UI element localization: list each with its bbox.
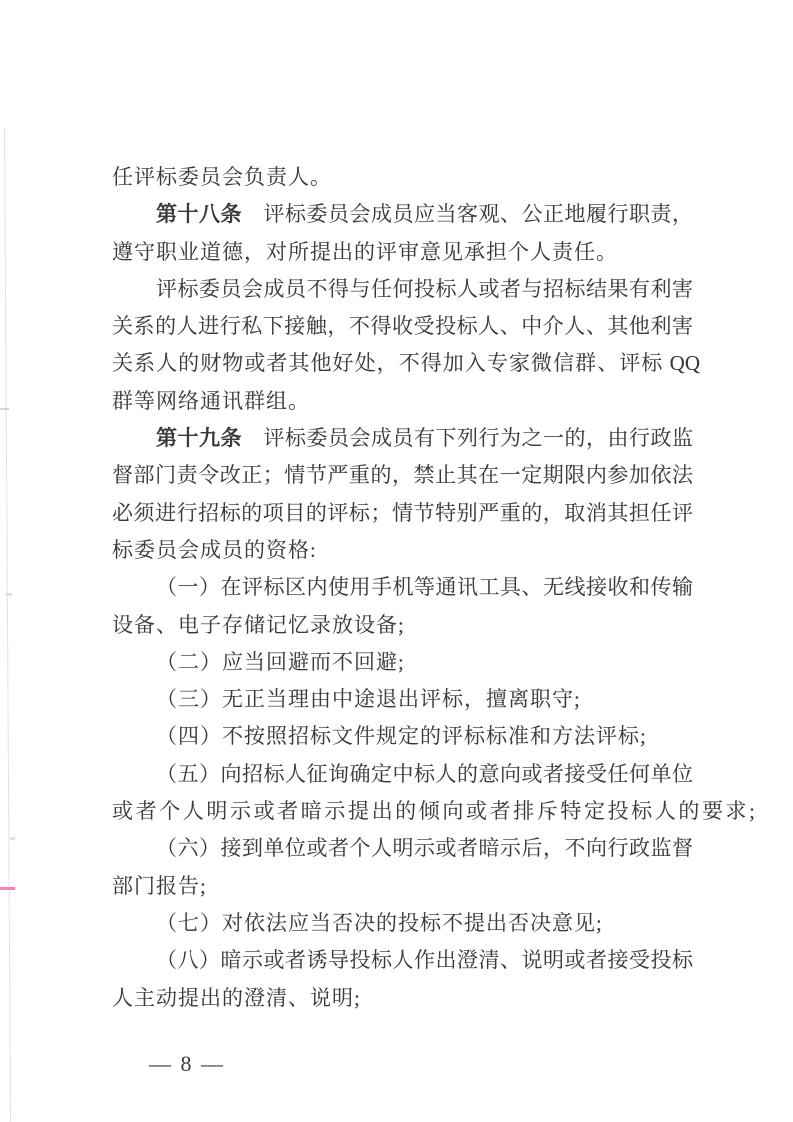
document-line: 必须进行招标的项目的评标；情节特别严重的，取消其担任评 (112, 500, 693, 525)
document-line: （七）对依法应当否决的投标不提出否决意见; (156, 910, 603, 935)
scan-artifact-teal-mark (10, 837, 15, 840)
page-number: — 8 — (149, 1051, 225, 1076)
document-line: 人主动提出的澄清、说明; (112, 985, 361, 1010)
document-line: （一）在评标区内使用手机等通讯工具、无线接收和传输 (156, 575, 693, 600)
document-line: 评标委员会成员不得与任何投标人或者与招标结果有利害 (156, 276, 693, 301)
article-number: 第十九条 (156, 426, 242, 451)
document-line: 第十八条 评标委员会成员应当客观、公正地履行职责， (156, 202, 693, 227)
document-line: 第十九条 评标委员会成员有下列行为之一的，由行政监 (156, 426, 693, 451)
scan-artifact-pink-mark (0, 887, 15, 890)
document-line: （八）暗示或者诱导投标人作出澄清、说明或者接受投标 (156, 948, 693, 973)
scan-artifact-blue-mark (0, 408, 9, 410)
article-number: 第十八条 (156, 202, 242, 227)
document-line: 遵守职业道德，对所提出的评审意见承担个人责任。 (112, 239, 618, 264)
document-line: 督部门责令改正；情节严重的，禁止其在一定期限内参加依法 (112, 463, 693, 488)
document-line: 任评标委员会负责人。 (112, 165, 332, 189)
document-line: 关系人的财物或者其他好处，不得加入专家微信群、评标 QQ (112, 351, 700, 376)
document-line: 部门报告; (112, 873, 207, 898)
document-line: 群等网络通讯群组。 (112, 388, 310, 413)
scan-artifact-vertical-line (4, 128, 11, 1122)
document-line: （六）接到单位或者个人明示或者暗示后，不向行政监督 (156, 836, 693, 861)
document-line: 设备、电子存储记忆录放设备; (112, 612, 405, 637)
document-line: （二）应当回避而不回避; (156, 649, 405, 674)
document-line: 或者个人明示或者暗示提出的倾向或者排斥特定投标人的要求; (112, 799, 755, 824)
document-line: 关系的人进行私下接触，不得收受投标人、中介人、其他利害 (112, 314, 693, 339)
document-body (112, 159, 755, 1017)
document-line: （三）无正当理由中途退出评标，擅离职守; (156, 687, 581, 712)
scan-artifact-teal-mark (6, 593, 12, 596)
document-line: 标委员会成员的资格: (112, 537, 317, 562)
document-line: （五）向招标人征询确定中标人的意向或者接受任何单位 (156, 761, 693, 786)
document-line: （四）不按照招标文件规定的评标标准和方法评标; (156, 724, 647, 749)
